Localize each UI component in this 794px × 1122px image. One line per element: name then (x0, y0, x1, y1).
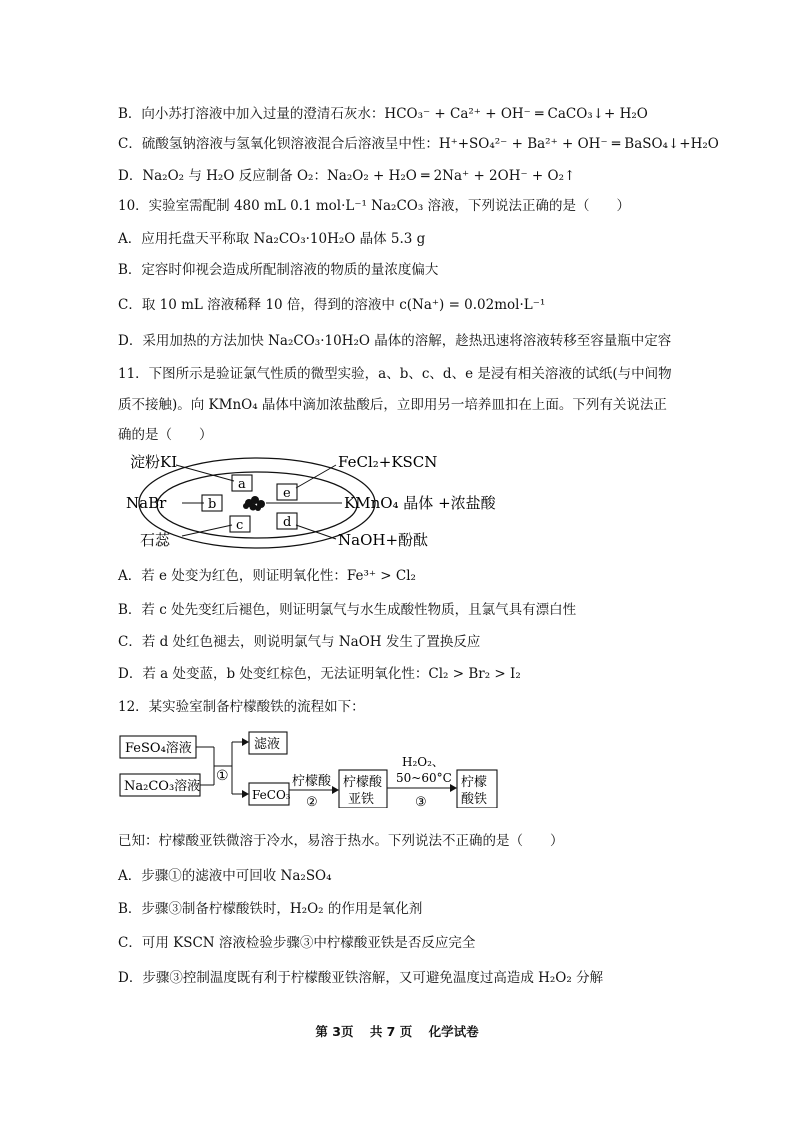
page-footer (0, 1022, 794, 1040)
flow-feco3: FeCO₃ (252, 788, 291, 802)
label-naoh-phenolphthalein: NaOH+酚酞 (338, 531, 429, 549)
q10-option-a: A．应用托盘天平称取 Na₂CO₃·10H₂O 晶体 5.3 g (118, 231, 426, 247)
q12-option-d: D．步骤③控制温度既有利于柠檬酸亚铁溶解，又可避免温度过高造成 H₂O₂ 分解 (118, 970, 604, 986)
q11-stem-line1: 11．下图所示是验证氯气性质的微型实验，a、b、c、d、e 是浸有相关溶液的试纸(与中间物 (118, 366, 672, 382)
paper-e-label: e (283, 486, 291, 501)
label-kmno4-hcl: KMnO₄ 晶体 +浓盐酸 (344, 494, 496, 512)
flow-filtrate: 滤液 (254, 737, 281, 752)
label-starch-ki: 淀粉KI (130, 453, 178, 471)
paper-a-label: a (238, 477, 246, 492)
footer-total: 共 7 页 (369, 1024, 413, 1039)
flow-step1: ① (216, 768, 229, 784)
q11-option-a: A．若 e 处变为红色，则证明氧化性：Fe³⁺ > Cl₂ (118, 568, 416, 584)
q10-option-d: D．采用加热的方法加快 Na₂CO₃·10H₂O 晶体的溶解，趁热迅速将溶液转移至容量瓶中定容 (118, 333, 672, 349)
flow-step2: ② (306, 795, 318, 808)
q11-stem-line3: 确的是（ ） (118, 427, 213, 443)
petri-dish-diagram (120, 453, 500, 553)
citrate-flow-diagram (118, 728, 518, 808)
q11-option-b: B．若 c 处先变红后褪色，则证明氯气与水生成酸性物质，且氯气具有漂白性 (118, 602, 577, 618)
flow-citric-acid: 柠檬酸 (292, 774, 332, 789)
paper-c-label: c (236, 518, 244, 533)
flow-feso4: FeSO₄溶液 (125, 741, 192, 756)
flow-ferric-citrate-line2: 酸铁 (461, 792, 488, 807)
flow-step3: ③ (415, 795, 427, 808)
q12-option-a: A．步骤①的滤液中可回收 Na₂SO₄ (118, 868, 332, 884)
paper-d-label: d (283, 515, 292, 530)
q11-option-d: D．若 a 处变蓝，b 处变红棕色，无法证明氧化性：Cl₂ > Br₂ > I₂ (118, 666, 521, 682)
label-litmus: 石蕊 (140, 531, 171, 549)
q11-option-c: C．若 d 处红色褪去，则说明氯气与 NaOH 发生了置换反应 (118, 634, 481, 650)
flow-conditions-line2: 50~60°C (396, 771, 452, 785)
flow-ferrous-citrate-line1: 柠檬酸 (343, 775, 383, 790)
q9-option-d: D．Na₂O₂ 与 H₂O 反应制备 O₂：Na₂O₂ + H₂O ═ 2Na⁺ + 2OH⁻ + O₂↑ (118, 168, 576, 184)
q11-stem-line2: 质不接触)。向 KMnO₄ 晶体中滴加浓盐酸后，立即用另一培养皿扣在上面。下列有关说法正 (118, 397, 667, 413)
kmno4-crystals (243, 496, 265, 511)
flow-na2co3: Na₂CO₃溶液 (124, 779, 201, 794)
label-nabr: NaBr (126, 494, 167, 512)
dish-inner (157, 472, 357, 538)
footer-subject: 化学试卷 (428, 1024, 479, 1039)
q9-option-b: B．向小苏打溶液中加入过量的澄清石灰水：HCO₃⁻ + Ca²⁺ + OH⁻ ═ CaCO₃↓+ H₂O (118, 106, 648, 122)
q9-option-c: C．硫酸氢钠溶液与氢氧化钡溶液混合后溶液呈中性：H⁺+SO₄²⁻ + Ba²⁺ + OH⁻ ═ BaSO₄↓+H₂O (118, 136, 719, 152)
footer-page: 第 3页 (315, 1024, 354, 1039)
flow-ferrous-citrate-line2: 亚铁 (348, 792, 375, 807)
flow-ferric-citrate-line1: 柠檬 (461, 775, 488, 790)
q12-stem: 12．某实验室制备柠檬酸铁的流程如下： (118, 699, 365, 715)
q12-known: 已知：柠檬酸亚铁微溶于冷水，易溶于热水。下列说法不正确的是（ ） (118, 833, 564, 849)
q10-option-c: C．取 10 mL 溶液稀释 10 倍，得到的溶液中 c(Na⁺) = 0.02mol·L⁻¹ (118, 297, 546, 313)
flow-conditions-line1: H₂O₂、 (402, 755, 444, 769)
label-fecl2-kscn: FeCl₂+KSCN (338, 453, 438, 471)
q10-option-b: B．定容时仰视会造成所配制溶液的物质的量浓度偏大 (118, 262, 439, 278)
q12-option-c: C．可用 KSCN 溶液检验步骤③中柠檬酸亚铁是否反应完全 (118, 935, 476, 951)
q10-stem: 10．实验室需配制 480 mL 0.1 mol·L⁻¹ Na₂CO₃ 溶液，下列说法正确的是（ ） (118, 198, 631, 214)
paper-b-label: b (208, 497, 217, 512)
q12-option-b: B．步骤③制备柠檬酸铁时，H₂O₂ 的作用是氧化剂 (118, 901, 423, 917)
